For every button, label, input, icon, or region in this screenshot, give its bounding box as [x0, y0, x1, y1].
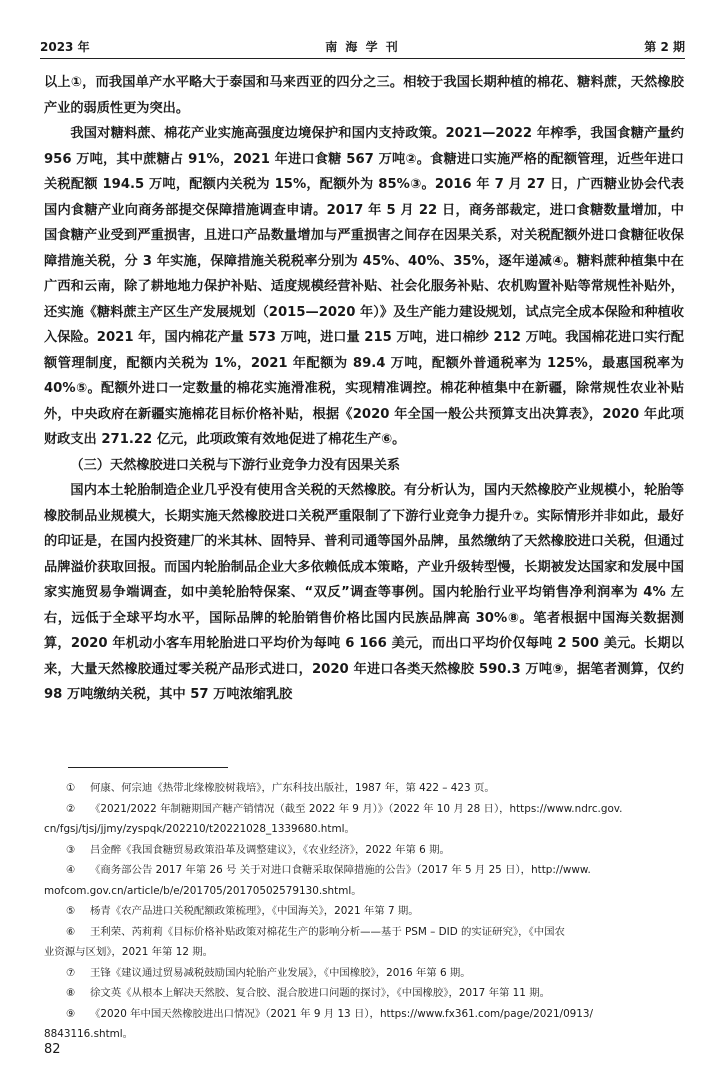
footnote-continuation: 业资源与区划》，2021 年第 12 期。: [44, 946, 214, 958]
footnote-continuation: 8843116.shtml。: [44, 1028, 134, 1040]
header-year: 2023 年: [40, 40, 90, 54]
footnote: ② 《2021/2022 年制糖期国产糖产销情况（截至 2022 年 9 月）》（2022 年 10 月 28 日），https://www.ndrc.gov.: [66, 802, 623, 815]
footnote: ④ 《商务部公告 2017 年第 26 号 关于对进口食糖采取保障措施的公告》（2017 年 5 月 25 日），http://www.: [66, 864, 591, 876]
footnotes: [44, 778, 684, 1045]
paragraph: 以上①，而我国单产水平略大于泰国和马来西亚的四分之三。相较于我国长期种植的棉花、糖料蔗，天然橡胶产业的弱质性更为突出。: [44, 75, 684, 116]
footnote-continuation: cn/fgsj/tjsj/jjmy/zyspqk/202210/t20221028_1339680.html。: [44, 823, 355, 835]
footnote: ⑥ 王利荣、芮莉莉《目标价格补贴政策对棉花生产的影响分析——基于 PSM – DID 的实证研究》，《中国农: [66, 925, 565, 938]
footnote: ⑧ 徐文英《从根本上解决天然胶、复合胶、混合胶进口问题的探讨》，《中国橡胶》，2017 年第 11 期。: [66, 987, 550, 999]
footnote-continuation: mofcom.gov.cn/article/b/e/201705/20170502579130.shtml。: [44, 884, 362, 897]
body-text: [44, 70, 684, 708]
footnote: ⑤ 杨青《农产品进口关税配额政策梳理》，《中国海关》，2021 年第 7 期。: [66, 905, 419, 917]
header-journal-title: 南 海 学 刊: [325, 40, 400, 54]
section-heading: （三）天然橡胶进口关税与下游行业竞争力没有因果关系: [70, 457, 401, 473]
header-rule: [40, 58, 685, 59]
page-number: 82: [44, 1042, 61, 1057]
paragraph: 国内本土轮胎制造企业几乎没有使用含关税的天然橡胶。有分析认为，国内天然橡胶产业规模小，轮胎等橡胶制品业规模大，长期实施天然橡胶进口关税严重限制了下游行业竞争力提升⑦。实际情形并非如此，最好的印证是，在国内投资建厂的米其林、固特异、普利司通等国外品牌，虽然缴纳了天然橡胶进口关税，但通过品牌溢价获取回报。而国内轮胎制品企业大多依赖低成本策略，产业升级转型慢，长期被发达国家和发展中国家实施贸易争端调查，如中美轮胎特保案、“双反”调查等事例。国内轮胎行业平均销售净利润率为 4% 左右，远低于全球平均水平，国际品牌的轮胎销售价格比国内民族品牌高 30%⑧。笔者根据中国海关数据测算，2020 年机动小客车用轮胎进口平均价为每吨 6 166 美元，而出口平均价仅每吨 2 500 美元。长期以来，大量天然橡胶通过零关税产品形式进口，2020 年进口各类天然橡胶 590.3 万吨⑨，据笔者测算，仅约 98 万吨缴纳关税，其中 57 万吨浓缩乳胶: [44, 483, 684, 702]
footnote: ③ 吕金醉《我国食糖贸易政策沿革及调整建议》，《农业经济》，2022 年第 6 期。: [66, 843, 450, 856]
footnote: ⑨ 《2020 年中国天然橡胶进出口情况》（2021 年 9 月 13 日），https://www.fx361.com/page/2021/0913/: [66, 1007, 594, 1020]
header-issue: 第 2 期: [644, 40, 685, 54]
footnote-rule: [68, 767, 228, 768]
running-header: [40, 38, 685, 56]
footnote: ① 何康、何宗迪《热带北缘橡胶树栽培》，广东科技出版社，1987 年，第 422 – 423 页。: [66, 782, 495, 794]
footnote: ⑦ 王锋《建议通过贸易减税鼓励国内轮胎产业发展》，《中国橡胶》，2016 年第 6 期。: [66, 966, 471, 979]
paragraph: 我国对糖料蔗、棉花产业实施高强度边境保护和国内支持政策。2021—2022 年榨季，我国食糖产量约 956 万吨，其中蔗糖占 91%，2021 年进口食糖 567 万吨②。食糖进口实施严格的配额管理，近些年进口关税配额 194.5 万吨，配额内关税为 15%，配额外为 85%③。2016 年 7 月 27 日，广西糖业协会代表国内食糖产业向商务部提交保障措施调查申请。2017 年 5 月 22 日，商务部裁定，进口食糖数量增加，中国食糖产业受到严重损害，且进口产品数量增加与严重损害之间存在因果关系，对关税配额外进口食糖征收保障措施关税，分 3 年实施，保障措施关税税率分别为 45%、40%、35%，逐年递减④。糖料蔗种植集中在广西和云南，除了耕地地力保护补贴、适度规模经营补贴、社会化服务补贴、农机购置补贴等常规性补贴外，还实施《糖料蔗主产区生产发展规划（2015—2020 年）》及生产能力建设规划，试点完全成本保险和种植收入保险。2021 年，国内棉花产量 573 万吨，进口量 215 万吨，进口棉纱 212 万吨。我国棉花进口实行配额管理制度，配额内关税为 1%，2021 年配额为 89.4 万吨，配额外普通税率为 125%，最惠国税率为 40%⑤。配额外进口一定数量的棉花实施滑准税，实现精准调控。棉花种植集中在新疆，除常规性农业补贴外，中央政府在新疆实施棉花目标价格补贴，根据《2020 年全国一般公共预算支出决算表》，2020 年此项财政支出 271.22 亿元，此项政策有效地促进了棉花生产⑥。: [44, 126, 684, 447]
